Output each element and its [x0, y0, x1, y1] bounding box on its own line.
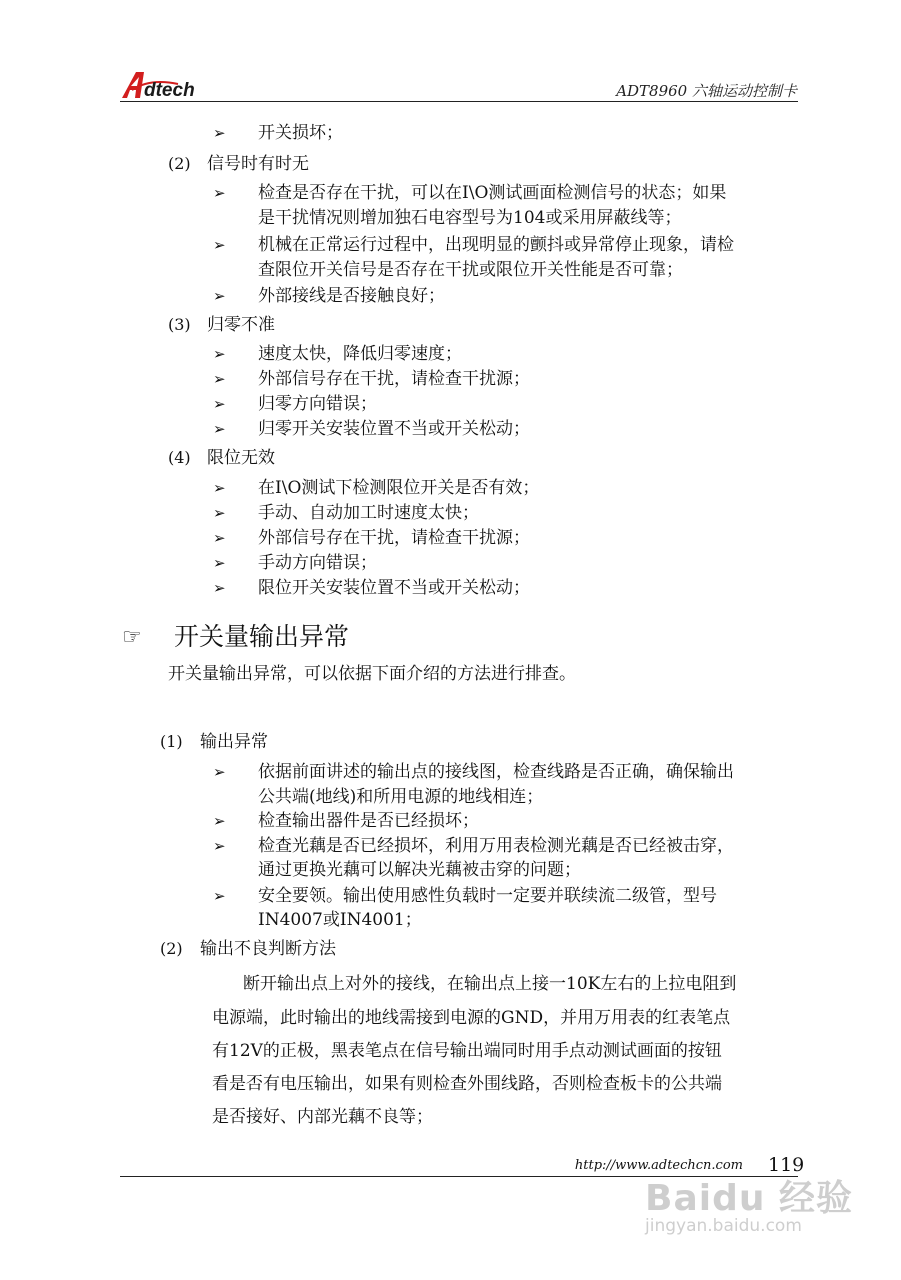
- list-item: 检查输出器件是否已经损坏；: [258, 811, 479, 831]
- list-item-cont: 公共端(地线)和所用电源的地线相连；: [258, 787, 544, 807]
- watermark-url: jingyan.baidu.com: [645, 1216, 802, 1236]
- list-item: 开关损坏；: [258, 123, 343, 143]
- list-item: 在I\O测试下检测限位开关是否有效；: [258, 478, 540, 498]
- bullet-icon: ➢: [213, 554, 226, 572]
- list-item-cont: 是干扰情况则增加独石电容型号为104或采用屏蔽线等；: [258, 208, 682, 228]
- bullet-icon: ➢: [213, 345, 226, 363]
- list-item: 归零方向错误；: [258, 394, 377, 414]
- bullet-icon: ➢: [213, 236, 226, 254]
- list-item-cont: 查限位开关信号是否存在干扰或限位开关性能是否可靠；: [258, 260, 683, 280]
- list-item: 机械在正常运行过程中，出现明显的颤抖或异常停止现象，请检: [258, 235, 734, 255]
- bullet-icon: ➢: [213, 184, 226, 202]
- item-number: (4): [168, 448, 191, 467]
- section-title: 开关量输出异常: [174, 622, 350, 651]
- pointing-hand-icon: ☞: [122, 625, 142, 650]
- svg-text:dtech: dtech: [144, 80, 195, 100]
- item-number: (3): [168, 315, 191, 334]
- list-item: 检查光藕是否已经损坏，利用万用表检测光藕是否已经被击穿，: [258, 836, 734, 856]
- bullet-icon: ➢: [213, 837, 226, 855]
- list-item: 外部信号存在干扰，请检查干扰源；: [258, 528, 530, 548]
- adtech-logo: [120, 68, 204, 100]
- item-heading: 限位无效: [207, 448, 275, 468]
- bullet-icon: ➢: [213, 395, 226, 413]
- bullet-icon: ➢: [213, 420, 226, 438]
- list-item: 手动、自动加工时速度太快；: [258, 503, 479, 523]
- list-item: 检查是否存在干扰，可以在I\O测试画面检测信号的状态；如果: [258, 183, 727, 203]
- bullet-icon: ➢: [213, 529, 226, 547]
- list-item: 限位开关安装位置不当或开关松动；: [258, 578, 530, 598]
- list-item: 速度太快，降低归零速度；: [258, 344, 462, 364]
- list-item: 归零开关安装位置不当或开关松动；: [258, 419, 530, 439]
- bullet-icon: ➢: [213, 287, 226, 305]
- list-item-cont: IN4007或IN4001；: [258, 910, 422, 930]
- list-item: 安全要领。输出使用感性负载时一定要并联续流二级管，型号: [258, 886, 717, 906]
- bullet-icon: ➢: [213, 887, 226, 905]
- bullet-icon: ➢: [213, 479, 226, 497]
- paragraph-line: 是否接好、内部光藕不良等；: [212, 1107, 433, 1127]
- list-item: 依据前面讲述的输出点的接线图，检查线路是否正确，确保输出: [258, 762, 734, 782]
- paragraph-line: 有12V的正极，黑表笔点在信号输出端同时用手点动测试画面的按钮: [212, 1041, 722, 1061]
- baidu-watermark: Baidu 经验: [645, 1178, 854, 1219]
- paragraph-line: 看是否有电压输出，如果有则检查外围线路，否则检查板卡的公共端: [212, 1074, 722, 1094]
- list-item: 手动方向错误；: [258, 553, 377, 573]
- list-item: 外部接线是否接触良好；: [258, 286, 445, 306]
- bullet-icon: ➢: [213, 124, 226, 142]
- paragraph-line: 断开输出点上对外的接线，在输出点上接一10K左右的上拉电阻到: [243, 974, 737, 994]
- bullet-icon: ➢: [213, 763, 226, 781]
- list-item: 外部信号存在干扰，请检查干扰源；: [258, 369, 530, 389]
- section-intro: 开关量输出异常，可以依据下面介绍的方法进行排查。: [168, 664, 576, 684]
- item-heading: 输出异常: [200, 732, 268, 752]
- item-heading: 归零不准: [207, 315, 275, 335]
- bullet-icon: ➢: [213, 812, 226, 830]
- item-heading: 信号时有时无: [207, 154, 309, 174]
- bullet-icon: ➢: [213, 504, 226, 522]
- header-rule: [120, 101, 798, 102]
- paragraph-line: 电源端，此时输出的地线需接到电源的GND，并用万用表的红表笔点: [212, 1008, 731, 1028]
- item-number: (2): [160, 939, 183, 958]
- item-heading: 输出不良判断方法: [200, 939, 336, 959]
- item-number: (2): [168, 154, 191, 173]
- page-number: 119: [768, 1154, 805, 1176]
- bullet-icon: ➢: [213, 579, 226, 597]
- list-item-cont: 通过更换光藕可以解决光藕被击穿的问题；: [258, 860, 581, 880]
- header-title: ADT8960 六轴运动控制卡: [616, 82, 797, 100]
- item-number: (1): [160, 732, 183, 751]
- bullet-icon: ➢: [213, 370, 226, 388]
- footer-url: http://www.adtechcn.com: [574, 1158, 743, 1173]
